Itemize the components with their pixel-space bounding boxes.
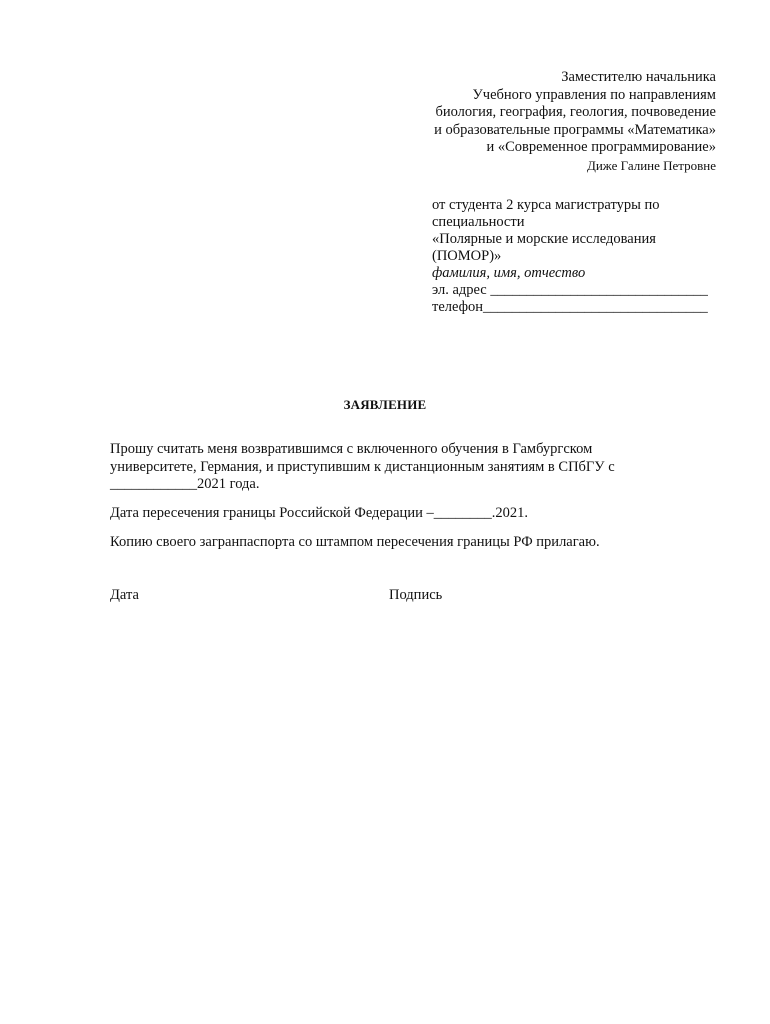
- addressee-line-fields: биология, география, геология, почвоведение: [435, 104, 716, 120]
- sender-name-hint: фамилия, имя, отчество: [432, 265, 586, 281]
- addressee-line-department: Учебного управления по направлениям: [472, 86, 716, 103]
- sender-phone-field: телефон_______________________________: [432, 299, 708, 315]
- addressee-name: Диже Галине Петровне: [586, 157, 716, 173]
- paragraph-spacer: [110, 494, 690, 505]
- date-label: Дата: [110, 587, 139, 603]
- addressee-line-programs: и образовательные программы «Математика»: [434, 121, 716, 138]
- sender-block: [432, 197, 722, 316]
- paragraph-spacer: [110, 522, 690, 534]
- body-paragraph-1-line-3: ____________2021 года.: [110, 476, 260, 492]
- addressee-block: [336, 69, 716, 174]
- body-border-crossing-date: Дата пересечения границы Российской Федерации –________.2021.: [110, 504, 528, 521]
- sender-email-field: эл. адрес ______________________________: [432, 282, 708, 298]
- sender-specialty-abbr: (ПОМОР)»: [432, 248, 502, 264]
- document-title: ЗАЯВЛЕНИЕ: [343, 397, 427, 412]
- sender-student-line: от студента 2 курса магистратуры по: [432, 197, 660, 213]
- sender-specialty-name: «Полярные и морские исследования: [432, 231, 656, 247]
- sender-specialty-label: специальности: [432, 214, 525, 230]
- body-paragraph-1-line-1: Прошу считать меня возвратившимся с включенного обучения в Гамбургском: [110, 441, 593, 457]
- addressee-line-programs-2: и «Современное программирование»: [486, 139, 716, 155]
- body-passport-copy-note: Копию своего загранпаспорта со штампом пересечения границы РФ прилагаю.: [110, 534, 600, 550]
- document-body: [110, 441, 690, 552]
- signature-label: Подпись: [389, 587, 443, 603]
- body-paragraph-1-line-2: университете, Германия, и приступившим к дистанционным занятиям в СПбГУ с: [110, 458, 615, 475]
- addressee-line-position: Заместителю начальника: [561, 69, 716, 85]
